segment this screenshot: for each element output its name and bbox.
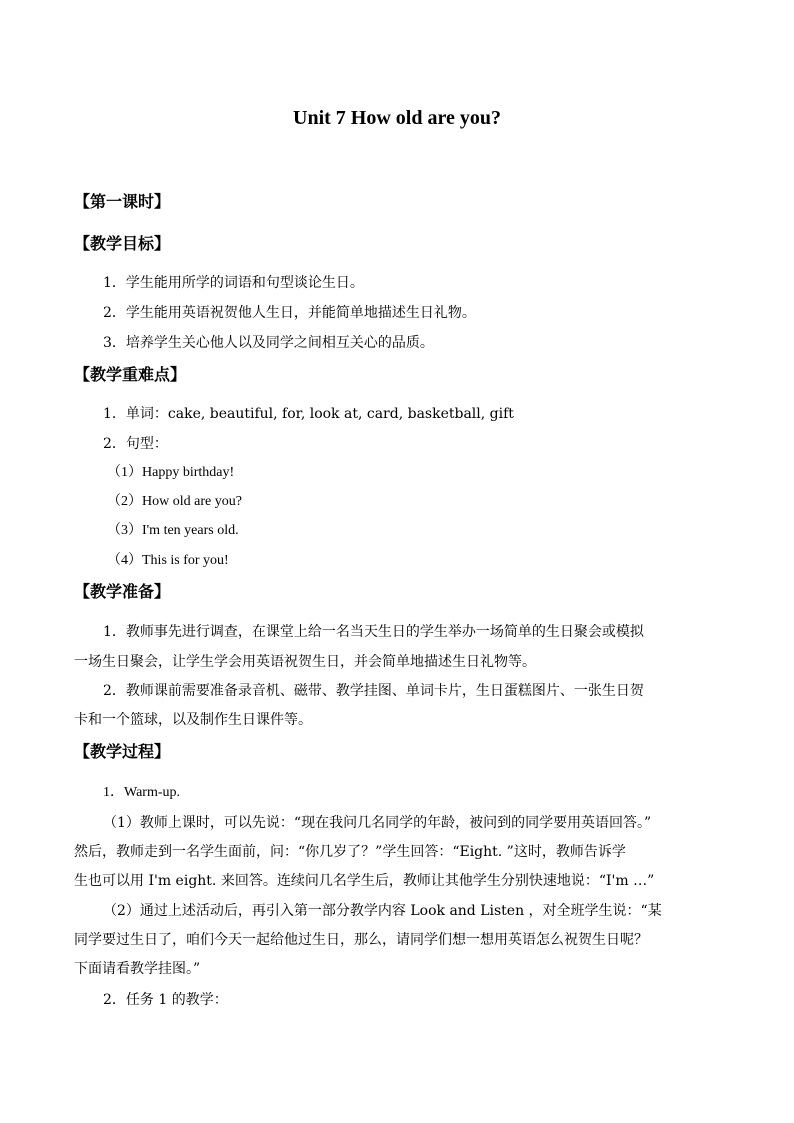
process-line: （2）通过上述活动后，再引入第一部分教学内容 Look and Listen ，对全班学生说：“某 <box>103 903 662 919</box>
process-line: 同学要过生日了，咱们今天一起给他过生日，那么，请同学们想一想用英语怎么祝贺生日呢？ <box>74 932 648 948</box>
document-title: Unit 7 How old are you? <box>293 107 501 129</box>
pattern-item: （4）This is for you! <box>107 553 229 568</box>
objective-item: 2．学生能用英语祝贺他人生日，并能简单地描述生日礼物。 <box>103 305 476 321</box>
process-line: 1．Warm-up. <box>103 785 181 800</box>
key-words-line: 1．单词：cake, beautiful, for, look at, card, basketball, gift <box>103 406 514 422</box>
lesson-heading: 【第一课时】 <box>74 192 171 211</box>
process-line: 2．任务 1 的教学： <box>103 992 228 1008</box>
objectives-heading: 【教学目标】 <box>74 234 171 253</box>
pattern-item: （3）I'm ten years old. <box>107 523 239 538</box>
preparation-heading: 【教学准备】 <box>74 582 171 601</box>
pattern-item: （1）Happy birthday! <box>107 465 235 480</box>
patterns-label: 2．句型： <box>103 436 168 452</box>
process-line: 然后，教师走到一名学生面前，问：“你几岁了？”学生回答：“Eight. ”这时，教师告诉学 <box>74 844 626 860</box>
preparation-line: 1．教师事先进行调查，在课堂上给一名当天生日的学生举办一场简单的生日聚会或模拟 <box>103 624 644 640</box>
preparation-line: 卡和一个篮球，以及制作生日课件等。 <box>74 712 312 728</box>
process-line: （1）教师上课时，可以先说：“现在我问几名同学的年龄，被问到的同学要用英语回答。” <box>103 815 652 831</box>
key-points-heading: 【教学重难点】 <box>74 365 187 384</box>
process-heading: 【教学过程】 <box>74 742 171 761</box>
objective-item: 3．培养学生关心他人以及同学之间相互关心的品质。 <box>103 335 434 351</box>
pattern-item: （2）How old are you? <box>107 494 242 509</box>
process-line: 下面请看教学挂图。” <box>74 961 201 977</box>
preparation-line: 一场生日聚会，让学生学会用英语祝贺生日，并会简单地描述生日礼物等。 <box>74 654 536 670</box>
process-line: 生也可以用 I'm eight. 来回答。连续问几名学生后，教师让其他学生分别快速地说：“I'm …” <box>74 873 655 889</box>
preparation-line: 2．教师课前需要准备录音机、磁带、教学挂图、单词卡片，生日蛋糕图片、一张生日贺 <box>103 683 644 699</box>
objective-item: 1．学生能用所学的词语和句型谈论生日。 <box>103 275 364 291</box>
